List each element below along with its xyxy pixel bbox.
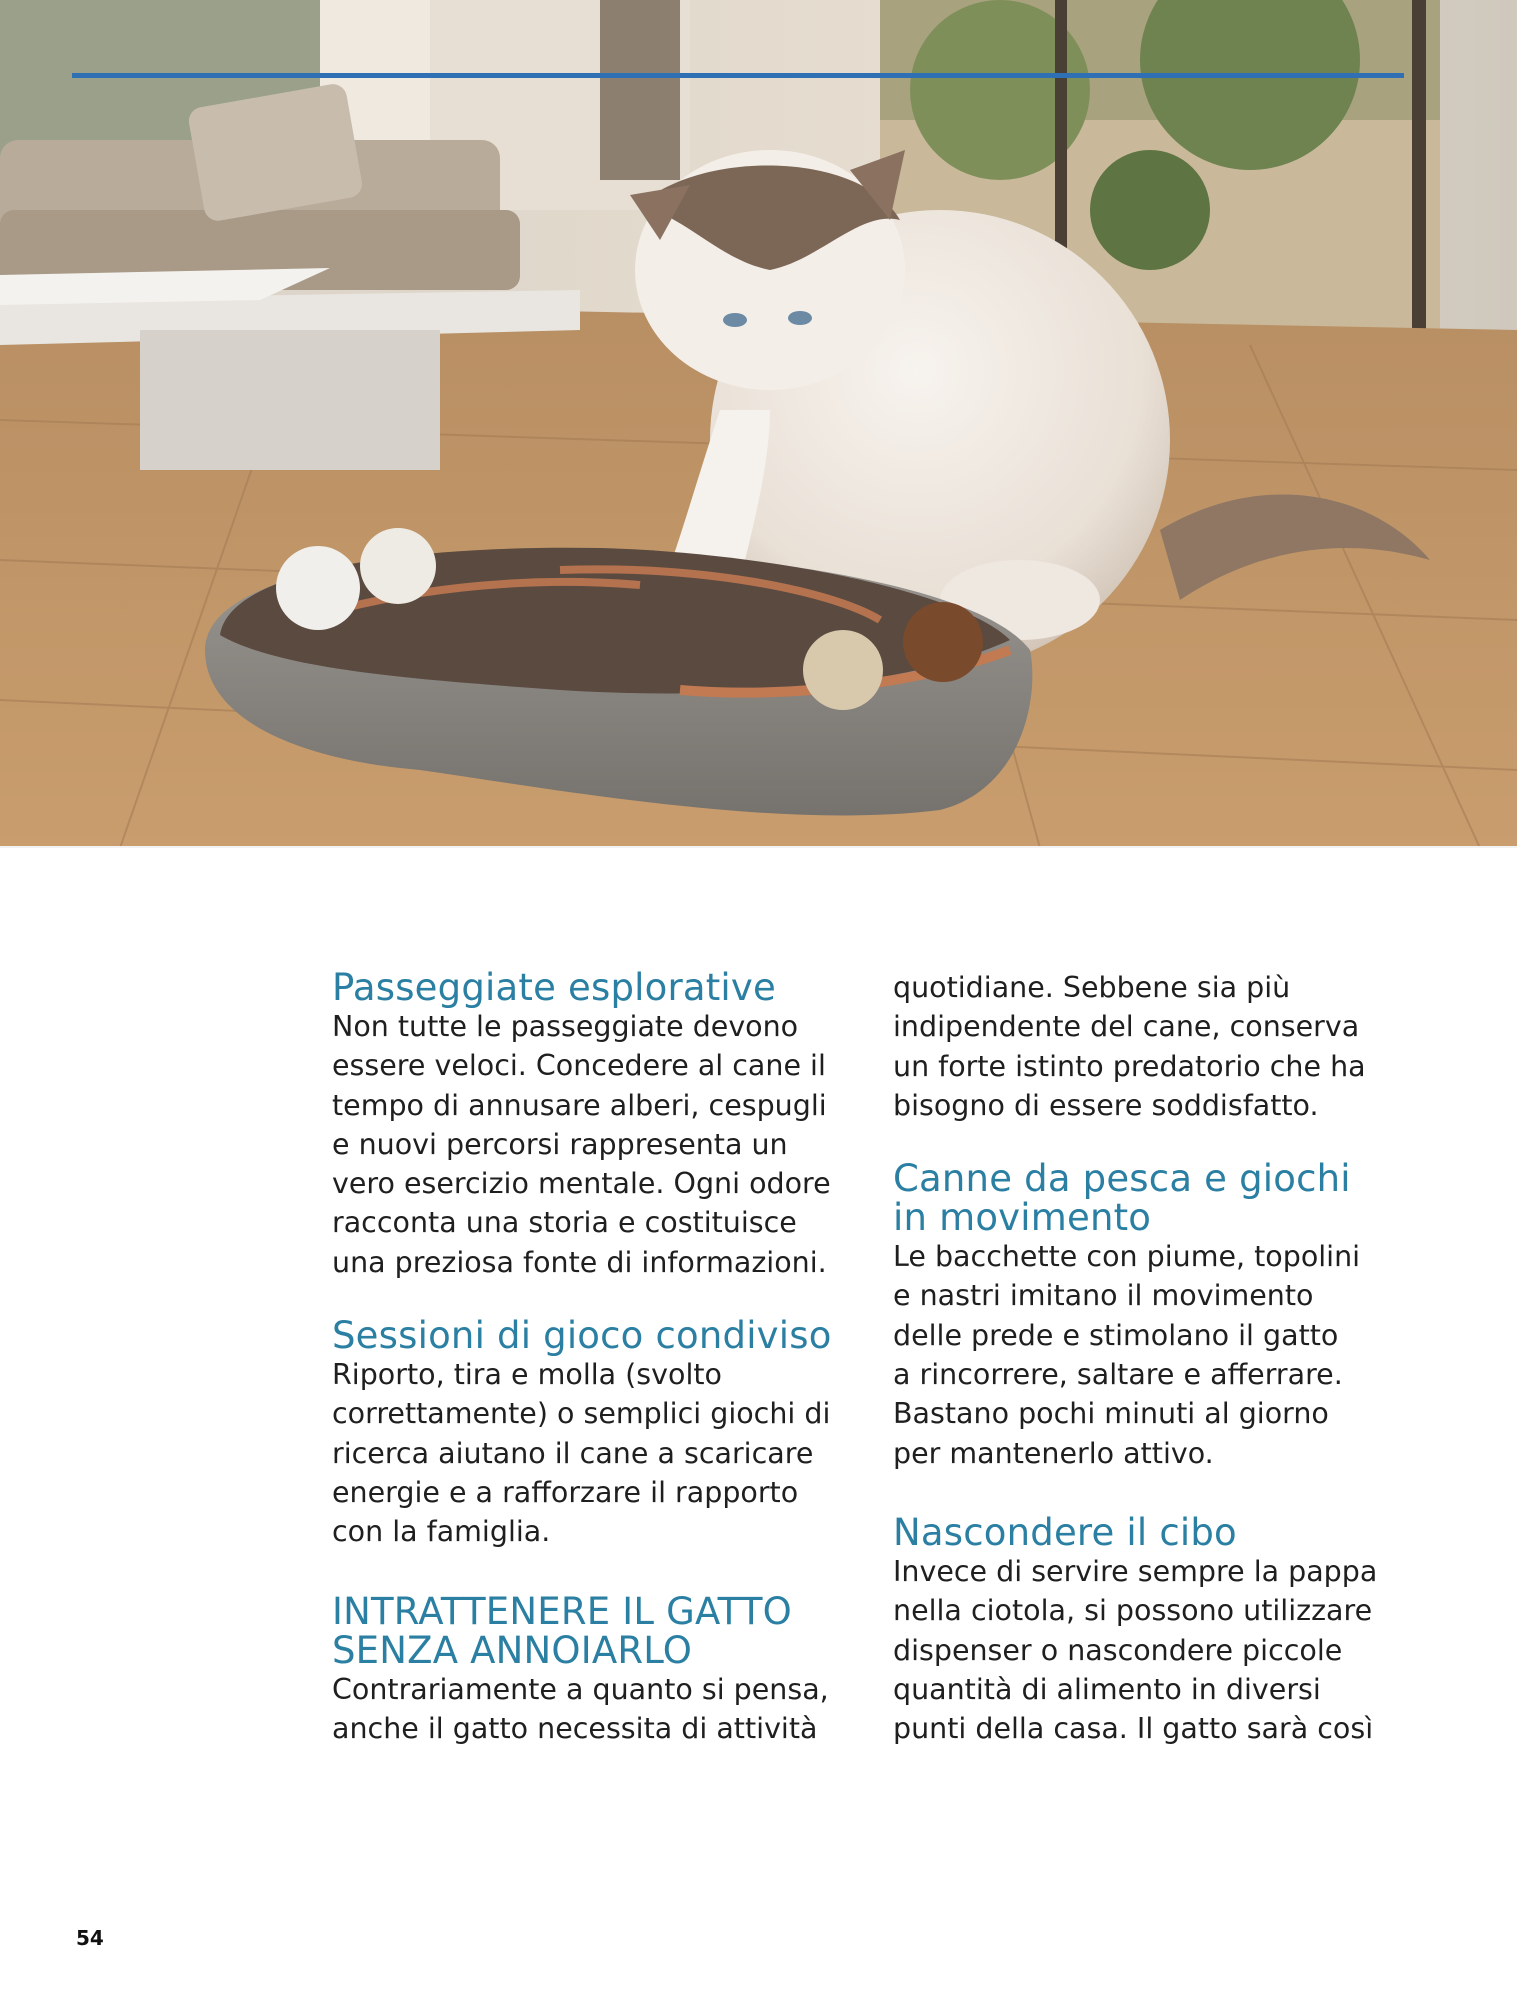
paragraph-line: per mantenerlo attivo. <box>893 1436 1214 1470</box>
paragraph-line: Contrariamente a quanto si pensa, <box>332 1672 829 1706</box>
paragraph-line: punti della casa. Il gatto sarà così <box>893 1712 1374 1746</box>
paragraph-line: Bastano pochi minuti al giorno <box>893 1397 1329 1431</box>
heading-nascondere-cibo: Nascondere il cibo <box>893 1510 1237 1554</box>
paragraph-line: dispenser o nascondere piccole <box>893 1633 1343 1667</box>
paragraph-line: Invece di servire sempre la pappa <box>893 1554 1378 1588</box>
paragraph-line: Riporto, tira e molla (svolto <box>332 1358 722 1392</box>
heading-intrattenere-gatto-2: SENZA ANNOIARLO <box>332 1628 693 1672</box>
text-column-right <box>893 968 1393 1748</box>
top-accent-rule <box>72 73 1404 78</box>
paragraph-line: tempo di annusare alberi, cespugli <box>332 1088 827 1122</box>
paragraph-line: vero esercizio mentale. Ogni odore <box>332 1167 831 1201</box>
hero-illustration <box>0 0 1517 848</box>
paragraph-line: anche il gatto necessita di attività <box>332 1711 818 1745</box>
paragraph-line: energie e a rafforzare il rapporto <box>332 1475 799 1509</box>
paragraph-line: e nuovi percorsi rappresenta un <box>332 1127 788 1161</box>
paragraph-line: indipendente del cane, conserva <box>893 1010 1360 1044</box>
paragraph-line: essere veloci. Concedere al cane il <box>332 1049 826 1083</box>
heading-canne-pesca: Canne da pesca e giochi <box>893 1157 1351 1201</box>
paragraph-line: correttamente) o semplici giochi di <box>332 1397 831 1431</box>
paragraph-line: a rincorrere, saltare e afferrare. <box>893 1358 1343 1392</box>
page-number: 54 <box>76 1926 104 1950</box>
paragraph-line: delle prede e stimolano il gatto <box>893 1318 1339 1352</box>
paragraph-line: e nastri imitano il movimento <box>893 1279 1314 1313</box>
heading-canne-pesca-2: in movimento <box>893 1196 1152 1240</box>
paragraph-line: una preziosa fonte di informazioni. <box>332 1245 827 1279</box>
paragraph-line: quotidiane. Sebbene sia più <box>893 971 1291 1004</box>
paragraph-line: racconta una storia e costituisce <box>332 1206 797 1240</box>
paragraph-line: con la famiglia. <box>332 1515 551 1549</box>
heading-passeggiate: Passeggiate esplorative <box>332 966 776 1009</box>
paragraph-line: nella ciotola, si possono utilizzare <box>893 1594 1373 1628</box>
heading-intrattenere-gatto: INTRATTENERE IL GATTO <box>332 1589 792 1633</box>
paragraph-line: Non tutte le passeggiate devono <box>332 1010 799 1043</box>
heading-sessioni-gioco: Sessioni di gioco condiviso <box>332 1314 832 1358</box>
paragraph-line: quantità di alimento in diversi <box>893 1672 1321 1706</box>
paragraph-line: bisogno di essere soddisfatto. <box>893 1088 1319 1122</box>
paragraph-line: ricerca aiutano il cane a scaricare <box>332 1436 814 1470</box>
paragraph-line: un forte istinto predatorio che ha <box>893 1049 1366 1083</box>
paragraph-line: Le bacchette con piume, topolini <box>893 1240 1361 1274</box>
hero-photo-cat-playing <box>0 0 1517 848</box>
text-column-left <box>332 968 852 1748</box>
